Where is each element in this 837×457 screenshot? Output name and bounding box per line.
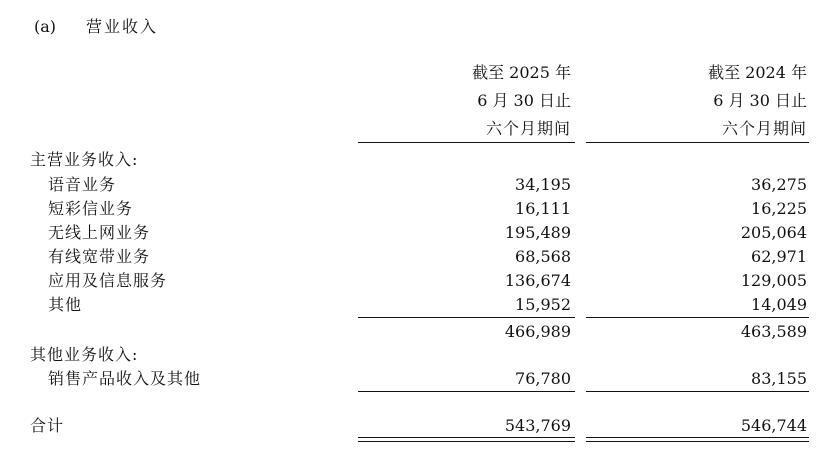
row-value-2025: 76,780 — [515, 369, 571, 388]
total-label: 合计 — [30, 416, 65, 435]
row-label: 无线上网业务 — [48, 223, 151, 242]
row-label: 其他 — [48, 295, 83, 314]
total-value-2025: 543,769 — [504, 416, 571, 435]
row-value-2024: 205,064 — [740, 223, 807, 242]
row-value-2025: 16,111 — [515, 199, 571, 218]
row-value-2025: 34,195 — [515, 175, 571, 194]
col-2025-header-line3: 六个月期间 — [485, 119, 571, 138]
col-2024-header-rule — [586, 142, 809, 143]
row-value-2025: 136,674 — [504, 271, 571, 290]
other-rule-2025 — [358, 391, 575, 392]
total-double-rule-2025-top — [358, 437, 575, 438]
row-label: 销售产品收入及其他 — [48, 369, 202, 388]
row-value-2024: 62,971 — [751, 247, 807, 266]
col-2025-header-line1: 截至 2025 年 — [472, 63, 571, 82]
row-value-2025: 195,489 — [504, 223, 571, 242]
section-marker: (a) — [34, 17, 57, 36]
col-2025-header-rule — [358, 142, 575, 143]
other-business-heading: 其他业务收入: — [30, 345, 139, 364]
col-2025-header-line2: 6 月 30 日止 — [477, 91, 571, 110]
subtotal-value-2025: 466,989 — [504, 322, 571, 341]
col-2024-header-line3: 六个月期间 — [721, 119, 807, 138]
row-value-2024: 129,005 — [740, 271, 807, 290]
total-double-rule-2024-top — [586, 437, 809, 438]
row-label: 短彩信业务 — [48, 199, 134, 218]
row-value-2024: 36,275 — [751, 175, 807, 194]
total-value-2024: 546,744 — [740, 416, 807, 435]
total-double-rule-2024-bottom — [586, 441, 809, 442]
row-value-2024: 16,225 — [751, 199, 807, 218]
row-value-2024: 83,155 — [751, 369, 807, 388]
subtotal-rule-2024 — [586, 317, 809, 318]
row-value-2024: 14,049 — [751, 295, 807, 314]
main-business-heading: 主营业务收入: — [30, 150, 139, 169]
row-value-2025: 68,568 — [515, 247, 571, 266]
row-label: 应用及信息服务 — [48, 271, 168, 290]
row-value-2025: 15,952 — [515, 295, 571, 314]
subtotal-rule-2025 — [358, 317, 575, 318]
total-double-rule-2025-bottom — [358, 441, 575, 442]
other-rule-2024 — [586, 391, 809, 392]
subtotal-value-2024: 463,589 — [740, 322, 807, 341]
col-2024-header-line1: 截至 2024 年 — [708, 63, 807, 82]
row-label: 有线宽带业务 — [48, 247, 151, 266]
col-2024-header-line2: 6 月 30 日止 — [713, 91, 807, 110]
row-label: 语音业务 — [48, 175, 117, 194]
section-title: 营业收入 — [86, 17, 159, 36]
